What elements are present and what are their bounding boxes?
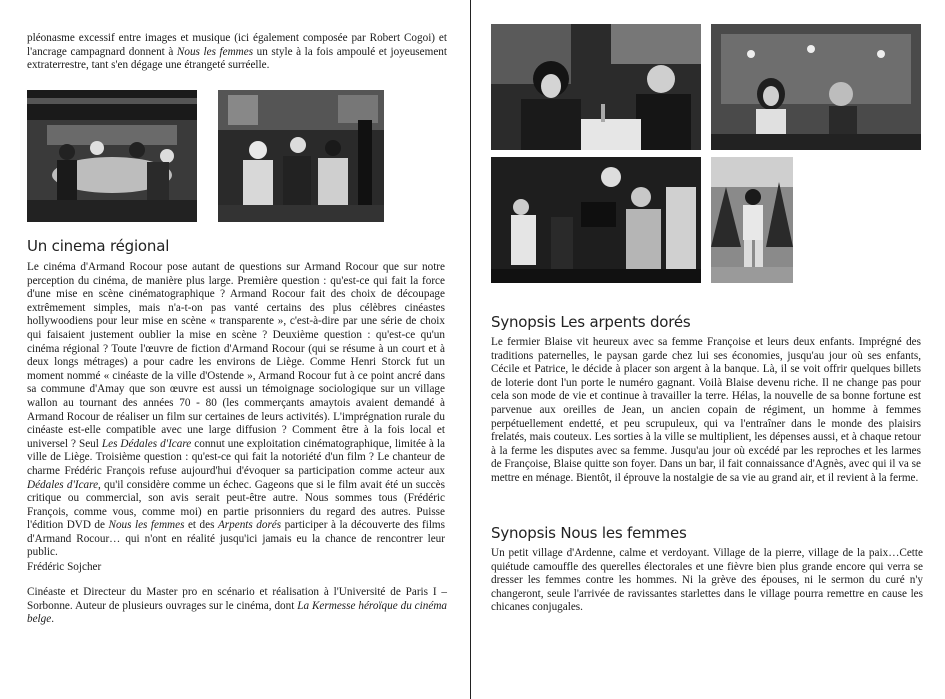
intro-paragraph <box>27 32 447 73</box>
bio-end: . <box>51 613 55 626</box>
author-name: Frédéric Sojcher <box>27 561 102 573</box>
photo-bar-mirror <box>711 24 921 150</box>
synopsis-arpents-heading: Synopsis Les arpents dorés <box>491 313 691 331</box>
right-page <box>471 0 945 699</box>
photo-restaurant-crowd <box>27 90 197 222</box>
body-title-nous-les-femmes: Nous les femmes <box>108 519 185 532</box>
section-heading: Un cinema régional <box>27 237 170 255</box>
author-bio <box>27 586 447 627</box>
photo-couple-dinner <box>491 24 701 150</box>
bio-text: Cinéaste et Directeur du Master pro en scénario et réalisation à l'Université de Paris I – Sorbonne. Auteur de plusieurs ouvrages sur le cinéma, dont <box>27 586 447 612</box>
intro-title-nous-les-femmes: Nous les femmes <box>176 45 254 58</box>
synopsis-arpents-text: Le fermier Blaise vit heureux avec sa femme Françoise et leurs deux enfants. Imprégné des traditions paternelles, le paysan garde chez lui ses économies, jusqu'au jour où ses enfants, Cécile et Patrice, le décide à placer son argent à la banque. Là, il se voit offrir quelques billets de loterie dont l'un porte le numéro gagnant. Voilà Blaise devenu riche. Il ne change pas pour cela son mode de vie et continue à travailler la terre. Hélas, la nouvelle de sa bonne fortune est parvenue aux oreilles de Jean, un ancien copain de régiment, un homme à femmes perpétuellement endetté, et peu scrupuleux, qui va l'entraîner dans le monde des plaisirs frelatés, mais couteux. Les sorties à la ville se multiplient, les dépenses aussi, et à chaque retour à la ferme les disputes avec sa femme. Jusqu'au jour où excédé par les reproches et les larmes de Françoise, Blaise quitte son foyer. Dans un bar, il fait connaissance d'Agnès, avec qui il va se mettre en ménage. Bientôt, il éprouve la nostalgie de sa vie au grand air, et il revient à la ferme. <box>491 336 921 484</box>
intro-text-2: un style à la fois ampoulé et joyeusement extraterrestre, tant s'en dégage une étrangeté surréelle. <box>27 45 448 72</box>
photo-film-crew <box>491 157 701 283</box>
body-text-3: , qu'il considère comme un échec. Gageons que si le film avait été un succès critique ou commercial, son avis serait peut-être autre. Nous sommes tous (Frédéric François, comme vous, comme moi) en partie prisonniers du regard des autres. Puisse l'édition DVD de <box>27 478 445 532</box>
bio-book-title: La Kermesse héroïque du cinéma belge <box>27 599 447 626</box>
photo-interior-group <box>218 90 384 222</box>
body-text-1: Le cinéma d'Armand Rocour pose autant de questions sur Armand Rocour que sur notre perception du cinéma, de manière plus large. Première question : qu'est-ce qui fait la force d'une mise en scène cinématographique ? Armand Rocour fait des choix de découpage extrêmement simples, mais n'a-t-on pas vanté certains des plus célèbres cinéastes hollywoodiens pour leur mise en scène « transparente », c'est-à-dire par une série de choix qui faisaient justement oublier la mise en scène ? Deuxième question : qu'est-ce qu'un cinéma régional ? Toute l'œuvre de fiction d'Armand Rocour (qui se résume à un court et à deux longs métrages) a pour cadre les environs de Liège. Comme Henri Storck fut un moment nommé « cinéaste de la ville d'Ostende », Armand Rocour fut à ce point ancré dans sa commune d'Amay que son œuvre est aussi un témoignage sociologique sur un village wallon au tournant des années 70 - 80 (les commerçants amaytois avaient demandé à Armand Rocour de réaliser un film sur certaines de leurs activités). L'imprégnation rurale du cinéaste est-elle compatible avec une large diffusion ? Comment être à la fois local et universel ? Seul <box>27 261 445 450</box>
synopsis-nous-les-femmes-text: Un petit village d'Ardenne, calme et verdoyant. Village de la pierre, village de la paix…Cette quiétude camouffle des querelles électorales et une fièvre bien plus grande encore qui verra se dresser les femmes contre les hommes. Ni la grève des épouses, ni le sermon du curé n'y changeront, seule l'arrivée de ravissantes starlettes dans le village pourra remettre en cause les chicanes conjugales. <box>491 547 923 614</box>
intro-text-1: pléonasme excessif entre images et musique (ici également composée par Robert Cogoi) et l'ancrage campagnard donnent à <box>27 32 447 58</box>
photo-singer-outdoor <box>711 157 793 283</box>
body-text-4: et des <box>184 519 218 532</box>
body-text-2: connut une exploitation cinématographique, limitée à la ville de Liège. Troisième question : qu'est-ce qui fait la notoriété d'un film ? Le chanteur de charme Frédéric François refuse aujourd'hui d'évoquer sa participation comme acteur aux <box>27 437 445 477</box>
left-page <box>0 0 470 699</box>
body-title-dedales-2: Dédales d'Icare <box>27 478 99 491</box>
synopsis-nous-les-femmes-heading: Synopsis Nous les femmes <box>491 524 687 542</box>
body-title-arpents-dores: Arpents dorés <box>217 519 282 532</box>
body-paragraph <box>27 261 445 560</box>
body-text-5: participer à la découverte des films d'Armand Rocour… qui n'ont en réalité jusqu'ici jamais eu la chance de rencontrer leur public. <box>27 519 445 559</box>
body-title-dedales: Les Dédales d'Icare <box>101 437 192 450</box>
